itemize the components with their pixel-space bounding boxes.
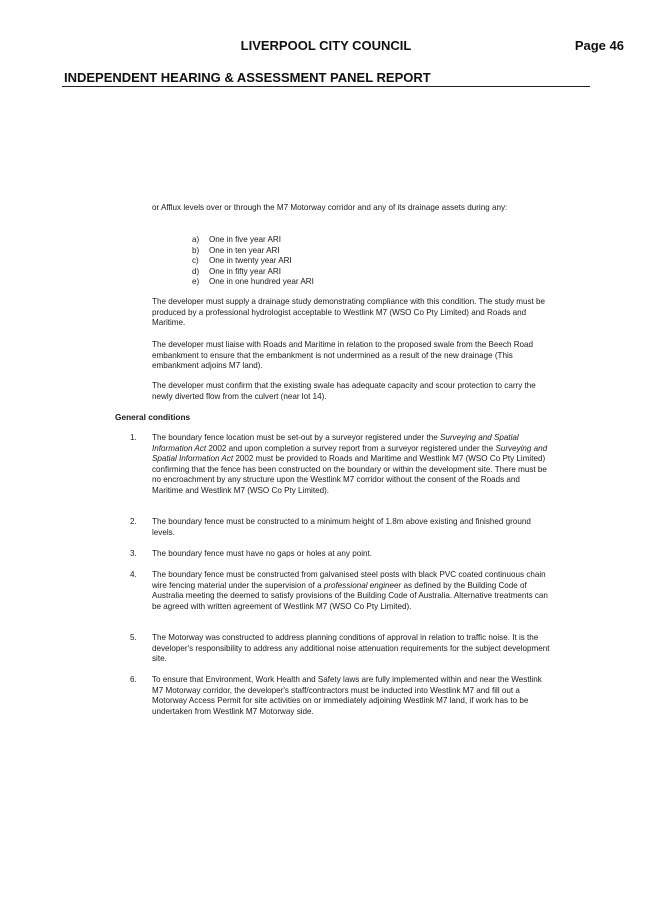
condition-text-part: The boundary fence must be constructed from galvanised steel posts with black PVC coated continuous chain wire fencing material under the supervision of a xyxy=(152,570,546,590)
condition-text xyxy=(152,433,553,496)
ari-text: One in ten year ARI xyxy=(209,245,280,255)
condition-text: The boundary fence must have no gaps or holes at any point. xyxy=(152,549,373,558)
act-name: Surveying and Spatial Information Act xyxy=(152,433,519,453)
condition-text: The Motorway was constructed to address planning conditions of approval in relation to traffic noise. It is the developer's responsibility to address any additional noise attenuation requirements for the subject development site. xyxy=(152,633,550,663)
condition-number: 1. xyxy=(130,433,137,442)
ari-text: One in fifty year ARI xyxy=(209,266,281,276)
condition-text: To ensure that Environment, Work Health and Safety laws are fully implemented within and near the Westlink M7 Motorway corridor, the developer's staff/contractors must be inducted into Westlink M7 and fill out a Motorway Access Permit for site activities on or immediately adjoining Westlink M7 land, if work has to be undertaken from Westlink M7 Motorway side. xyxy=(152,675,542,716)
condition-item xyxy=(130,633,553,665)
condition-text-part: as defined by the Building Code of Australia meeting the deemed to satisfy provisions of the Building Code of Australia. Alternative treatments can be agreed with written agreement of Westlink M7 (WSO Co Pty Limited). xyxy=(152,580,548,611)
condition-text-part: 2002 must be provided to Roads and Maritime and Westlink M7 (WSO Co Pty Limited) confirming that the fence has been constructed on the boundary or within the development site. There must be no encroachment by any structure upon the Westlink M7 corridor without the consent of the Roads and Maritime and Westlink M7 (WSO Co Pty Limited). xyxy=(152,454,547,495)
condition-text: The boundary fence must be constructed to a minimum height of 1.8m above existing and finished ground levels. xyxy=(152,517,531,537)
ari-letter: b) xyxy=(192,245,200,255)
header-report-title: INDEPENDENT HEARING & ASSESSMENT PANEL REPORT xyxy=(64,70,431,85)
condition-item xyxy=(130,549,553,560)
ari-item xyxy=(192,235,314,246)
condition-number: 3. xyxy=(130,549,137,558)
condition-text-part: 2002 and upon completion a survey report from a surveyor registered under the xyxy=(206,443,496,453)
ari-letter: c) xyxy=(192,256,199,265)
ari-item xyxy=(192,267,314,278)
ari-item xyxy=(192,246,314,257)
ari-item xyxy=(192,256,314,267)
ari-text: One in twenty year ARI xyxy=(209,256,292,265)
ari-item xyxy=(192,277,314,288)
condition-item xyxy=(130,433,553,496)
condition-number: 4. xyxy=(130,570,137,579)
swale-liaison-paragraph: The developer must liaise with Roads and Maritime in relation to the proposed swale from the Beech Road embankment to ensure that the embankment is not undermined as a result of the new drainage (This embankment adjoins M7 land). xyxy=(152,340,534,370)
header-council: LIVERPOOL CITY COUNCIL xyxy=(240,38,412,53)
professional-engineer-term: professional engineer xyxy=(323,580,402,590)
header-page-number: Page 46 xyxy=(574,38,624,53)
swale-capacity-paragraph: The developer must confirm that the existing swale has adequate capacity and scour protection to carry the newly diverted flow from the culvert (near lot 14). xyxy=(152,381,536,401)
condition-number: 6. xyxy=(130,675,137,684)
condition-text-part: The boundary fence location must be set-out by a surveyor registered under the xyxy=(152,433,440,442)
ari-letter: a) xyxy=(192,235,200,244)
ari-text: One in five year ARI xyxy=(209,235,281,244)
afflux-paragraph: or Afflux levels over or through the M7 Motorway corridor and any of its drainage assets during any: xyxy=(152,203,508,212)
ari-list xyxy=(192,235,314,288)
condition-item xyxy=(130,570,553,612)
general-conditions-heading: General conditions xyxy=(115,412,191,422)
condition-item xyxy=(130,517,553,538)
header-rule xyxy=(62,86,590,87)
ari-letter: e) xyxy=(192,277,200,286)
condition-text xyxy=(152,570,553,612)
condition-number: 2. xyxy=(130,517,137,526)
ari-letter: d) xyxy=(192,266,200,276)
act-name: Surveying and Spatial Information Act xyxy=(152,443,548,463)
condition-item xyxy=(130,675,553,717)
ari-text: One in one hundred year ARI xyxy=(209,277,314,286)
drainage-study-paragraph: The developer must supply a drainage study demonstrating compliance with this condition. The study must be produced by a professional hydrologist acceptable to Westlink M7 (WSO Co Pty Limited) and Roads and Maritime. xyxy=(152,297,546,327)
condition-number: 5. xyxy=(130,633,137,642)
